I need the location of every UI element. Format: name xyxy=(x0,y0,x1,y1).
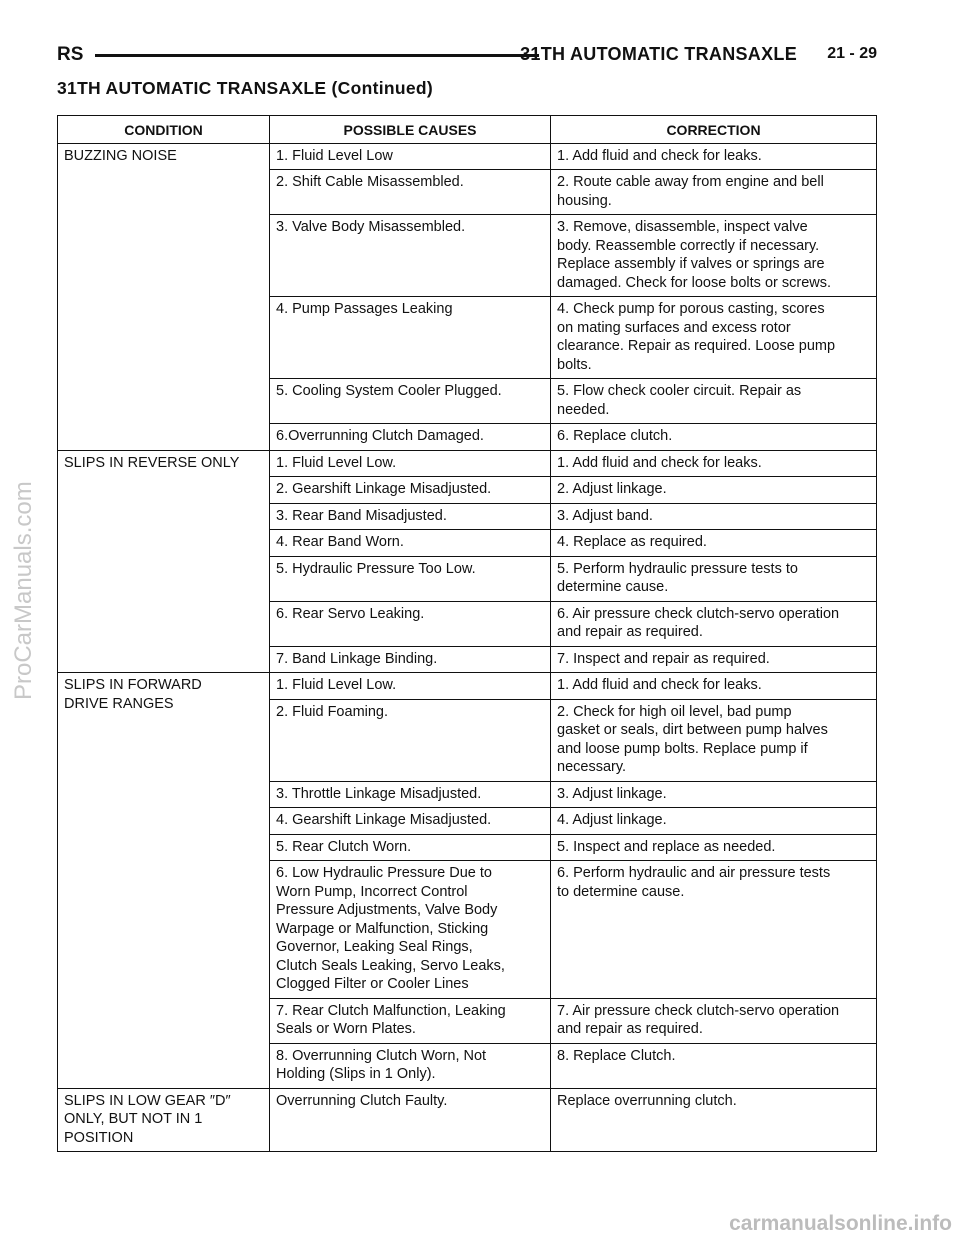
header-title: 31TH AUTOMATIC TRANSAXLE xyxy=(520,44,797,64)
cause-cell: 7. Band Linkage Binding. xyxy=(270,646,551,673)
cause-cell: 3. Throttle Linkage Misadjusted. xyxy=(270,781,551,808)
correction-cell: 4. Replace as required. xyxy=(551,530,877,557)
cause-cell: 1. Fluid Level Low. xyxy=(270,673,551,700)
correction-cell: 1. Add fluid and check for leaks. xyxy=(551,450,877,477)
cause-cell: 1. Fluid Level Low xyxy=(270,143,551,170)
cause-cell: 8. Overrunning Clutch Worn, Not Holding (Slips in 1 Only). xyxy=(270,1043,551,1088)
section-subtitle: 31TH AUTOMATIC TRANSAXLE (Continued) xyxy=(57,78,434,98)
correction-cell: 2. Check for high oil level, bad pump gasket or seals, dirt between pump halves and loose pump bolts. Replace pump if necessary. xyxy=(551,699,877,781)
cause-cell: 3. Rear Band Misadjusted. xyxy=(270,503,551,530)
cause-cell: 7. Rear Clutch Malfunction, Leaking Seals or Worn Plates. xyxy=(270,998,551,1043)
cause-cell: 2. Shift Cable Misassembled. xyxy=(270,170,551,215)
diagnosis-table xyxy=(57,115,877,1152)
cause-cell: 3. Valve Body Misassembled. xyxy=(270,215,551,297)
condition-cell: BUZZING NOISE xyxy=(58,143,270,450)
cause-cell: 5. Cooling System Cooler Plugged. xyxy=(270,379,551,424)
correction-cell: 3. Remove, disassemble, inspect valve body. Reassemble correctly if necessary. Replace assembly if valves or springs are damaged. Check for loose bolts or screws. xyxy=(551,215,877,297)
cause-cell: 1. Fluid Level Low. xyxy=(270,450,551,477)
condition-cell: SLIPS IN LOW GEAR ″D″ ONLY, BUT NOT IN 1 POSITION xyxy=(58,1088,270,1152)
correction-cell: 5. Flow check cooler circuit. Repair as needed. xyxy=(551,379,877,424)
side-watermark: ProCarManuals.com xyxy=(10,481,37,700)
cause-cell: 6.Overrunning Clutch Damaged. xyxy=(270,424,551,451)
correction-cell: 2. Route cable away from engine and bell housing. xyxy=(551,170,877,215)
correction-cell: 1. Add fluid and check for leaks. xyxy=(551,143,877,170)
correction-cell: 6. Air pressure check clutch-servo operation and repair as required. xyxy=(551,601,877,646)
bottom-watermark: carmanualsonline.info xyxy=(729,1212,952,1235)
column-header-correction: CORRECTION xyxy=(551,116,877,144)
table-row xyxy=(58,673,877,700)
correction-cell: 1. Add fluid and check for leaks. xyxy=(551,673,877,700)
cause-cell: 4. Rear Band Worn. xyxy=(270,530,551,557)
column-header-causes: POSSIBLE CAUSES xyxy=(270,116,551,144)
correction-cell: 5. Inspect and replace as needed. xyxy=(551,834,877,861)
correction-cell: Replace overrunning clutch. xyxy=(551,1088,877,1152)
page-number: 21 - 29 xyxy=(827,45,877,62)
table-row xyxy=(58,450,877,477)
correction-cell: 6. Perform hydraulic and air pressure tests to determine cause. xyxy=(551,861,877,999)
cause-cell: 6. Low Hydraulic Pressure Due to Worn Pump, Incorrect Control Pressure Adjustments, Valve Body Warpage or Malfunction, Sticking Governor, Leaking Seal Rings, Clutch Seals Leaking, Servo Leaks, Clogged Filter or Cooler Lines xyxy=(270,861,551,999)
cause-cell: 5. Hydraulic Pressure Too Low. xyxy=(270,556,551,601)
table-body xyxy=(58,143,877,1152)
cause-cell: 4. Pump Passages Leaking xyxy=(270,297,551,379)
table-row xyxy=(58,1088,877,1152)
correction-cell: 3. Adjust band. xyxy=(551,503,877,530)
cause-cell: Overrunning Clutch Faulty. xyxy=(270,1088,551,1152)
correction-cell: 7. Inspect and repair as required. xyxy=(551,646,877,673)
page-header xyxy=(57,44,877,66)
correction-cell: 2. Adjust linkage. xyxy=(551,477,877,504)
cause-cell: 6. Rear Servo Leaking. xyxy=(270,601,551,646)
condition-cell: SLIPS IN REVERSE ONLY xyxy=(58,450,270,673)
correction-cell: 4. Adjust linkage. xyxy=(551,808,877,835)
correction-cell: 3. Adjust linkage. xyxy=(551,781,877,808)
cause-cell: 2. Gearshift Linkage Misadjusted. xyxy=(270,477,551,504)
correction-cell: 5. Perform hydraulic pressure tests to determine cause. xyxy=(551,556,877,601)
column-header-condition: CONDITION xyxy=(58,116,270,144)
correction-cell: 7. Air pressure check clutch-servo operation and repair as required. xyxy=(551,998,877,1043)
table-row xyxy=(58,143,877,170)
correction-cell: 8. Replace Clutch. xyxy=(551,1043,877,1088)
header-section-code: RS xyxy=(57,44,84,65)
correction-cell: 6. Replace clutch. xyxy=(551,424,877,451)
cause-cell: 4. Gearshift Linkage Misadjusted. xyxy=(270,808,551,835)
table-header-row xyxy=(58,116,877,144)
header-rule xyxy=(95,54,539,57)
cause-cell: 5. Rear Clutch Worn. xyxy=(270,834,551,861)
cause-cell: 2. Fluid Foaming. xyxy=(270,699,551,781)
condition-cell: SLIPS IN FORWARD DRIVE RANGES xyxy=(58,673,270,1089)
correction-cell: 4. Check pump for porous casting, scores on mating surfaces and excess rotor clearance. Repair as required. Loose pump bolts. xyxy=(551,297,877,379)
